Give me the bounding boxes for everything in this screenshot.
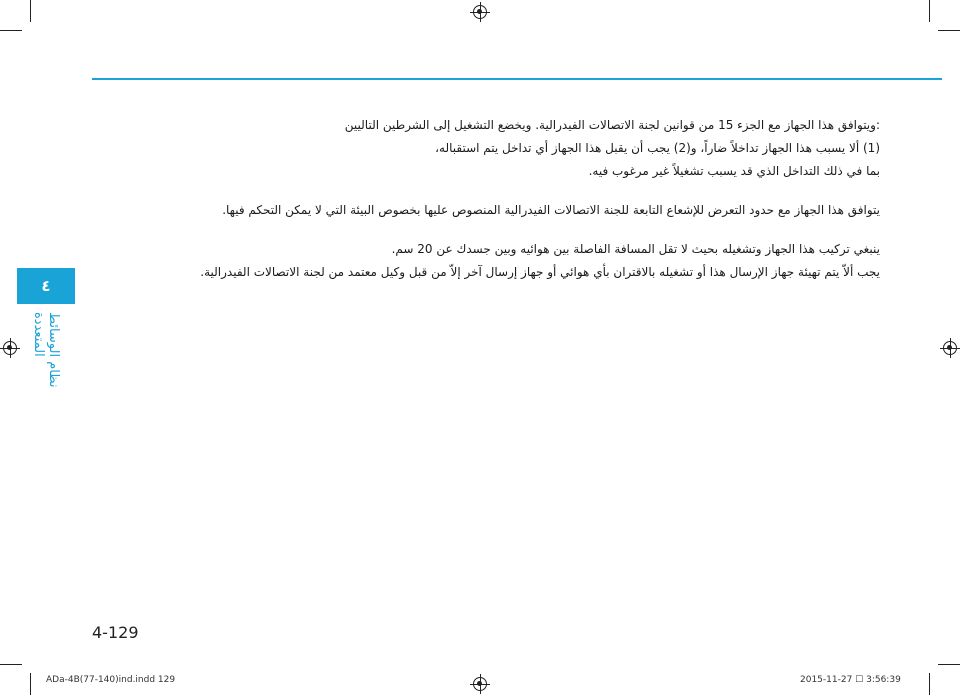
crop-mark <box>30 0 31 22</box>
registration-mark-icon <box>3 341 17 355</box>
registration-mark-icon <box>473 677 487 691</box>
registration-mark-icon <box>943 341 957 355</box>
chapter-tab <box>17 268 75 304</box>
paragraph: بما في ذلك التداخل الذي قد يسبب تشغيلاً غير مرغوب فيه. <box>588 164 880 178</box>
header-rule <box>92 78 942 80</box>
footer-timestamp: 2015-11-27 ☐ 3:56:39 <box>800 675 901 685</box>
page-content <box>180 114 880 284</box>
crop-mark <box>938 664 960 665</box>
paragraph: يتوافق هذا الجهاز مع حدود التعرض للإشعاع التابعة للجنة الاتصالات الفيدرالية المنصوص عليها بخصوص البيئة التي لا يمكن التحكم فيها. <box>222 203 880 217</box>
crop-mark <box>938 30 960 31</box>
page-number: 4-129 <box>92 623 139 642</box>
crop-mark <box>30 673 31 695</box>
registration-mark-icon <box>473 5 487 19</box>
chapter-number: ٤ <box>41 277 51 295</box>
crop-mark <box>929 673 930 695</box>
paragraph: يجب ألاّ يتم تهيئة جهاز الإرسال هذا أو تشغيله بالاقتران بأي هوائي أو جهاز إرسال آخر إلاّ من قبل وكيل معتمد من لجنة الاتصالات الفيدرالية. <box>200 265 880 279</box>
crop-mark <box>0 30 22 31</box>
paragraph: :ويتوافق هذا الجهاز مع الجزء 15 من قوانين لجنة الاتصالات الفيدرالية. ويخضع التشغيل إلى الشرطين التاليين <box>344 118 880 132</box>
footer-file: ADa-4B(77-140)ind.indd 129 <box>46 675 176 685</box>
crop-mark <box>0 664 22 665</box>
crop-mark <box>929 0 930 22</box>
chapter-title: نظام الوسائط المتعددة <box>31 312 61 388</box>
paragraph: ينبغي تركيب هذا الجهاز وتشغيله بحيث لا تقل المسافة الفاصلة بين هوائيه وبين جسدك عن 20 سم. <box>391 242 880 256</box>
paragraph: (1) ألا يسبب هذا الجهاز تداخلاً ضاراً، و(2) يجب أن يقبل هذا الجهاز أي تداخل يتم استقباله، <box>435 141 880 155</box>
